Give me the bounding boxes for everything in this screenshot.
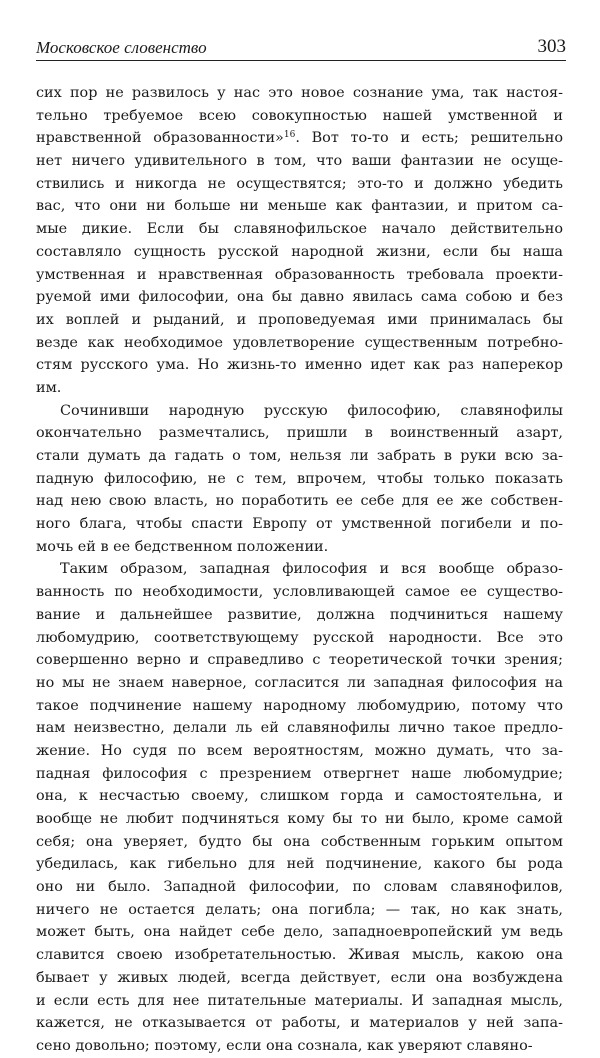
text-line: нам неизвестно, делали ль ей славянофилы лично такое предло- [36, 720, 563, 737]
text-line: над нею свою власть, но поработить ее себе для ее же собствен- [36, 493, 563, 510]
text-line: ного блага, чтобы спасти Европу от умственной погибели и по- [36, 516, 563, 533]
running-head [36, 36, 566, 61]
text-line: мые дикие. Если бы славянофильское начало действительно [36, 221, 563, 238]
text-line: оно ни было. Западной философии, по словам славянофилов, [36, 879, 563, 896]
text-line: вообще не любит подчиняться кому бы то ни было, кроме самой [36, 811, 563, 827]
text-line: руемой ими философии, она бы давно явилась сама собою и без [36, 289, 563, 306]
footnote-marker: 16 [283, 130, 296, 141]
text-line: ствились и никогда не осуществятся; это-то и должно убедить [36, 175, 563, 192]
text-line: себя; она уверяет, будто бы она собственным горьким опытом [36, 833, 563, 850]
text-line: умственная и нравственная образованность требовала проекти- [36, 266, 563, 283]
text-line: вас, что они ни больше ни меньше как фантазии, и притом са- [36, 198, 563, 215]
text-line: славится своею изобретательностью. Живая мысль, какою она [36, 947, 563, 964]
running-head-title: Московское словенство [36, 38, 207, 57]
paragraph [36, 82, 563, 400]
text-line: их воплей и рыданий, и проповедуемая ими принималась бы [36, 311, 563, 328]
text-line: ничего не остается делать; она погибла; — так, но как знать, [36, 901, 563, 918]
text-line: совершенно верно и справедливо с теоретической точки зрения; [36, 652, 563, 669]
text-line: стали думать да гадать о том, нельзя ли забрать в руки всю за- [36, 448, 563, 464]
text-line: такое подчинение нашему народному любомудрию, потому что [36, 697, 563, 714]
text-line: падная философия с презрением отвергнет наше любомудрие; [36, 765, 563, 782]
text-line: нет ничего удивительного в том, что ваши фантазии не осуще- [36, 153, 563, 170]
body-text [36, 82, 563, 1058]
text-line: Сочинивши народную русскую философию, славянофилы [60, 402, 563, 419]
text-line: кажется, не отказывается от работы, и материалов у ней запа- [36, 1015, 563, 1032]
paragraph [36, 558, 563, 1057]
text-line: падную философию, не с тем, впрочем, чтобы только показать [36, 470, 563, 487]
text-line: тельно требуемое всею совокупностью нашей умственной и [36, 107, 563, 124]
text-line: может быть, она найдет себе дело, западноевропейский ум ведь [36, 924, 563, 941]
paragraph [36, 400, 563, 559]
text-line: сих пор не развилось у нас это новое сознание ума, так настоя- [36, 85, 563, 101]
text-line: но мы не знаем наверное, согласится ли западная философия на [36, 674, 563, 691]
text-line: стям русского ума. Но жизнь-то именно идет как раз наперекор [36, 357, 563, 374]
text-line: и если есть для нее питательные материалы. И западная мысль, [36, 992, 563, 1009]
text-line: составляло сущность русской народной жизни, если бы наша [36, 243, 563, 260]
text-line: им. [36, 379, 62, 396]
text-line: убедилась, как гибельно для ней подчинение, какого бы рода [36, 856, 563, 873]
text-line: ванность по необходимости, условливающей самое ее существо- [36, 584, 563, 601]
text-line: везде как необходимое удовлетворение существенным потребно- [36, 334, 563, 351]
text-line: вание и дальнейшее развитие, должна подчиниться нашему [36, 606, 563, 623]
text-line: жение. Но судя по всем вероятностям, можно думать, что за- [36, 742, 563, 759]
text-line: сено довольно; поэтому, если она сознала, как уверяют славяно- [36, 1037, 533, 1054]
text-line: окончательно размечтались, пришли в воинственный азарт, [36, 425, 563, 442]
text-line: любомудрию, соответствующему русской народности. Все это [36, 629, 563, 646]
text-line: она, к несчастью своему, слишком горда и самостоятельна, и [36, 788, 563, 805]
text-line: бывает у живых людей, всегда действует, если она возбуждена [36, 969, 563, 986]
text-line: Таким образом, западная философия и вся вообще образо- [60, 561, 563, 578]
text-line: нравственной образованности»$^{16}$. Вот то-то и есть; решительно [36, 130, 563, 147]
text-line: мочь ей в ее бедственном положении. [36, 538, 329, 555]
page-number: 303 [537, 36, 566, 57]
